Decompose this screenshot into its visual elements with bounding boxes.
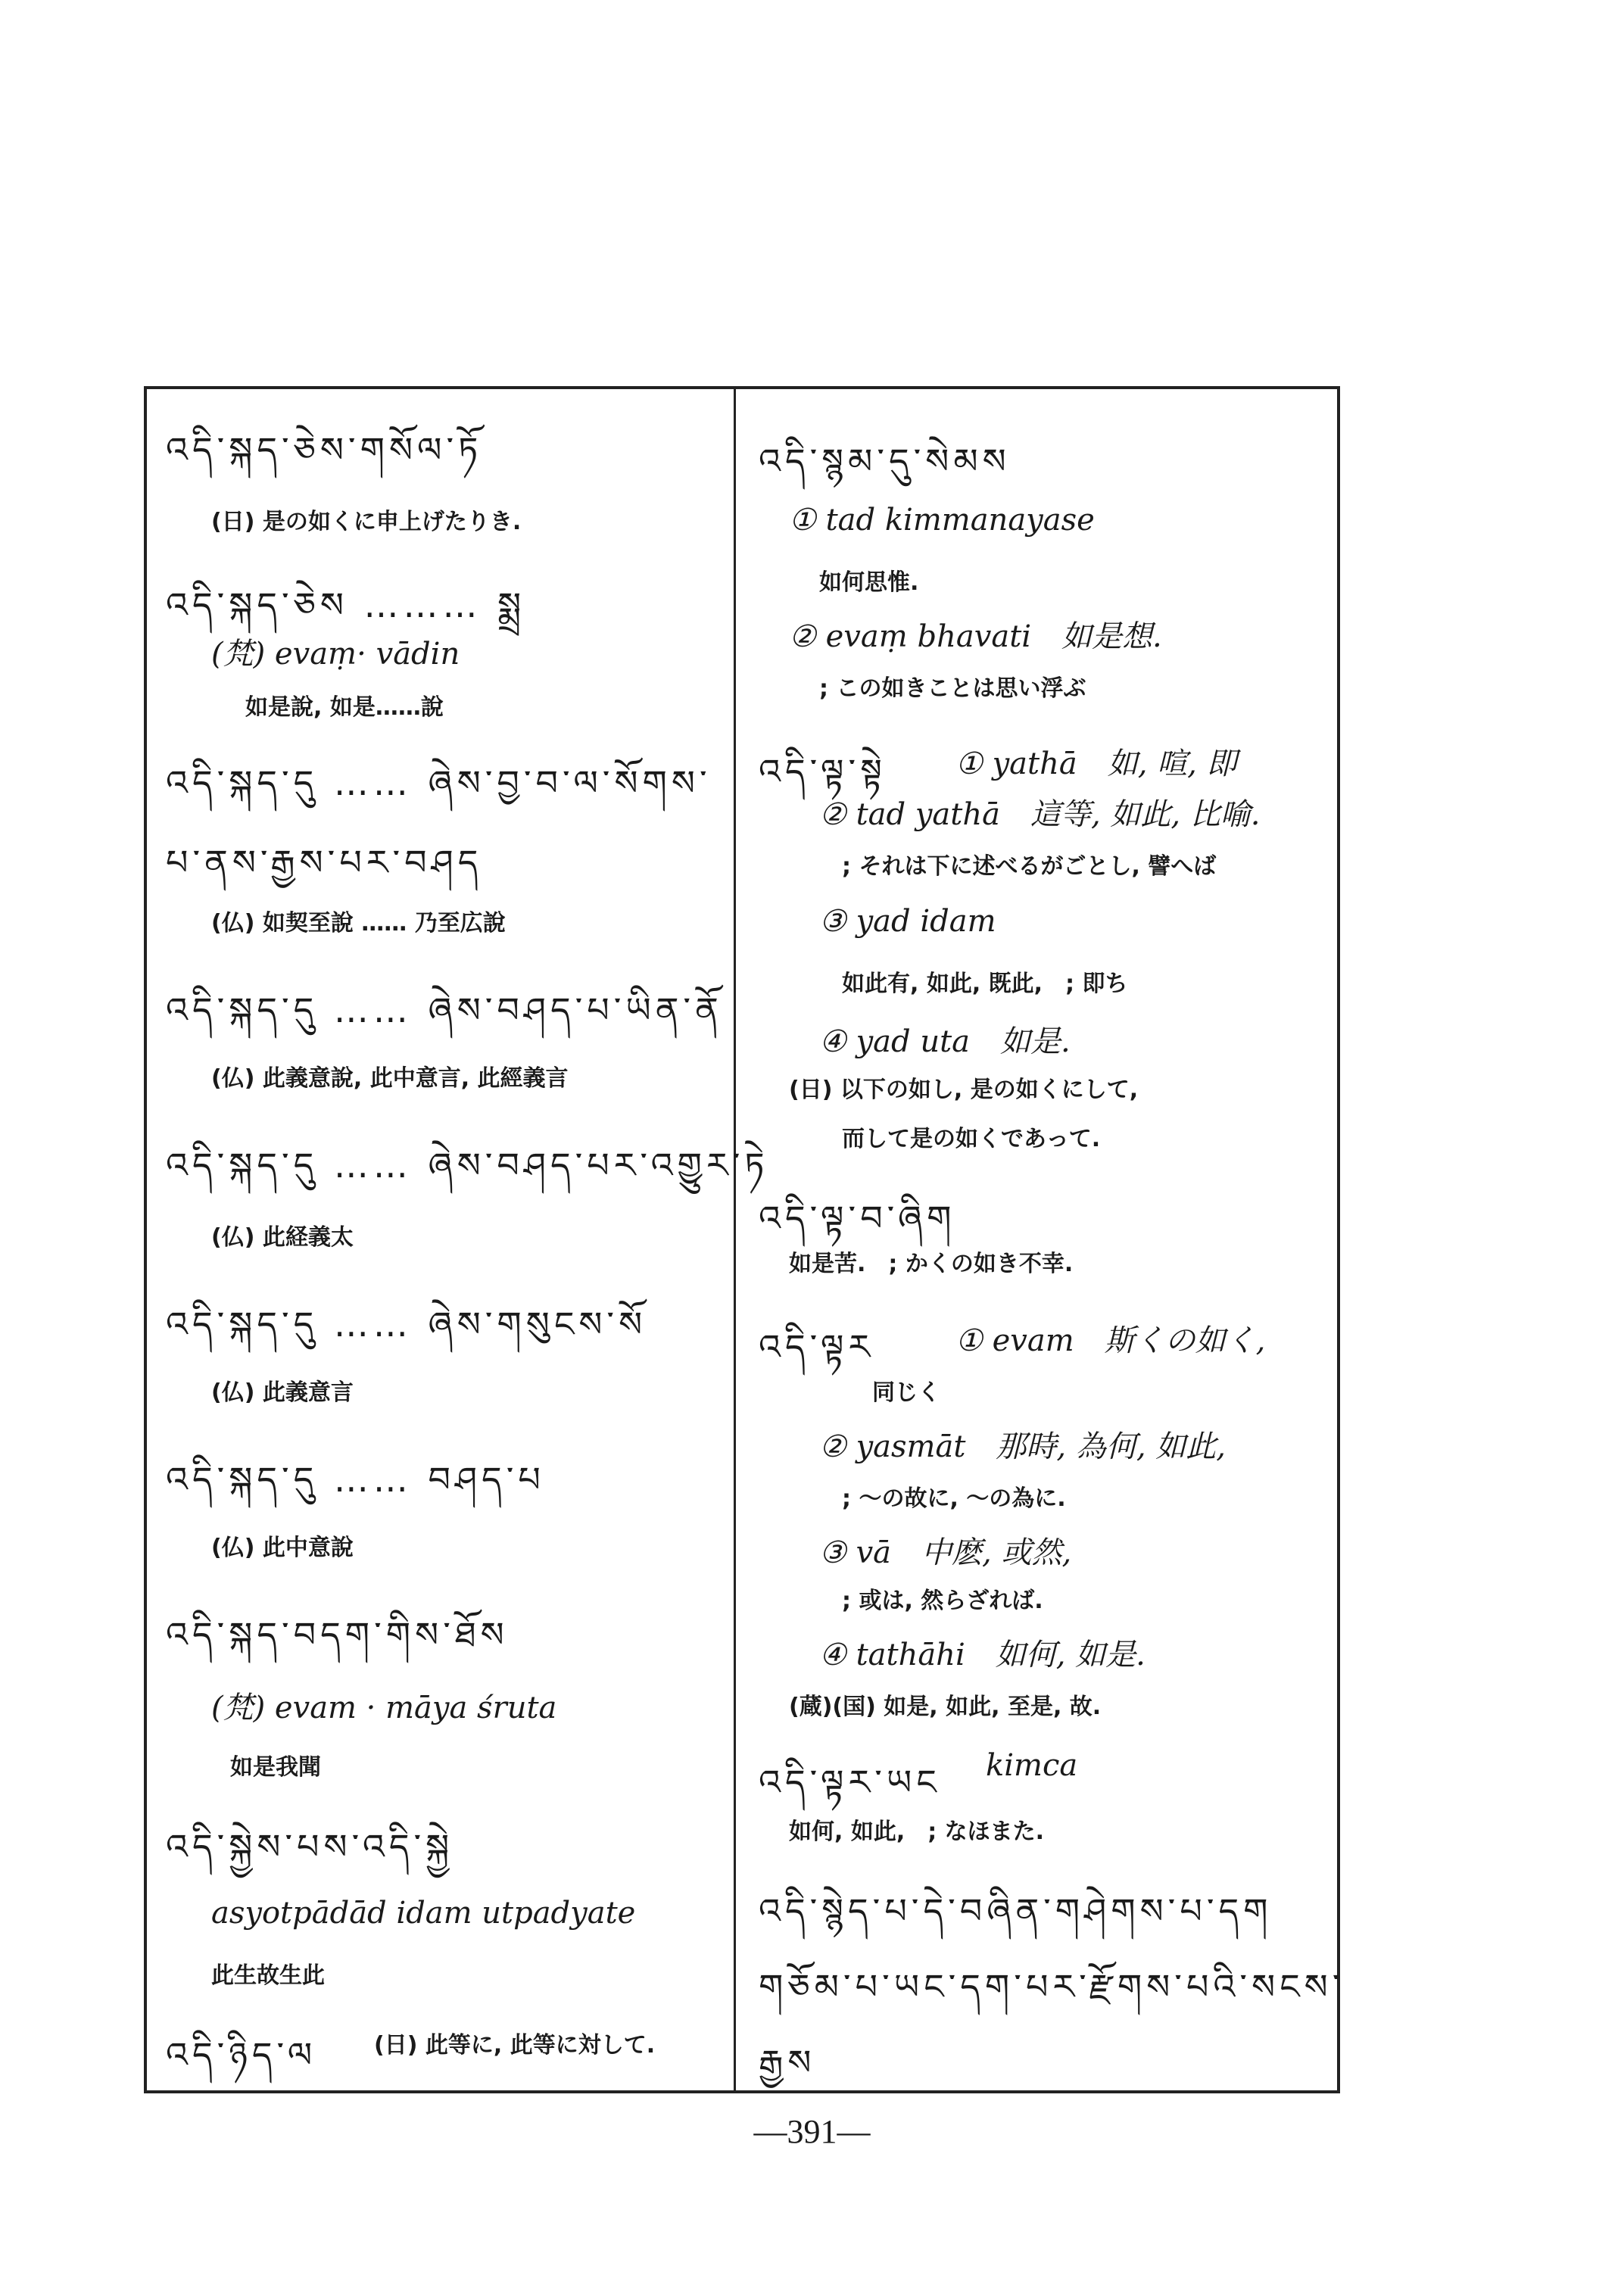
entry-headword: འདི་སྐད་ཅེས་གསོལ་ཏོ: [166, 429, 483, 470]
entry-headword: འདི་སྙམ་དུ་སེམས: [759, 441, 1011, 482]
entry-gloss: 如是說, 如是……說: [245, 694, 444, 721]
entry-gloss: 如此有, 如此, 既此, ; 即ち: [842, 971, 1128, 997]
entry-sanskrit: ① evam 斯くの如く,: [955, 1323, 1266, 1358]
entry-headword: འདི་ལྟ་སྟེ: [759, 751, 887, 792]
entry-sanskrit: ④ tathāhi 如何, 如是.: [819, 1638, 1146, 1672]
entry-sanskrit: ③ vā 中麽, 或然,: [819, 1535, 1072, 1570]
entry-headword: འདི་སྐད་དུ …… ཞེས་གསུངས་སོ: [166, 1304, 647, 1345]
entry-headword: འདི་ལྟར: [759, 1326, 875, 1367]
entry-headword: འདི་ཉིད་ལ: [166, 2034, 317, 2075]
entry-headword: འདི་ལྟ་བ་ཞིག: [759, 1198, 956, 1239]
entry-gloss: ; 〜の故に, 〜の為に.: [842, 1485, 1066, 1512]
entry-gloss: 同じく: [872, 1379, 940, 1406]
entry-gloss: (日) 此等に, 此等に対して.: [374, 2032, 656, 2059]
entry-sanskrit: asyotpādād idam utpadyate: [211, 1896, 636, 1931]
entry-gloss: (仏) 此義意言: [211, 1379, 354, 1406]
entry-gloss: 如是苦. ; かくの如き不幸.: [789, 1251, 1074, 1277]
entry-sanskrit: ② tad yathā 這等, 如此, 比喻.: [819, 797, 1261, 832]
entry-headword: འདི་སྐད་དུ …… ཞེས་བཤད་པ་ཡིན་ནོ: [166, 990, 723, 1030]
entry-gloss: ; 或は, 然らざれば.: [842, 1588, 1043, 1614]
entry-headword: འདི་སྙེད་པ་དེ་བཞིན་གཤེགས་པ་དག: [759, 1890, 1273, 1931]
entry-sanskrit: ① yathā 如, 喧, 即: [955, 746, 1237, 781]
entry-headword: འདི་སྐྱེས་པས་འདི་སྐྱེ: [166, 1826, 454, 1867]
entry-sanskrit: ② yasmāt 那時, 為何, 如此,: [819, 1429, 1226, 1464]
entry-sanskrit: (梵) evaṃ· vādin: [211, 637, 460, 672]
entry-headword-cont: གཅོམ་པ་ཡང་དག་པར་རྫོགས་པའི་སངས་: [759, 1966, 1345, 2007]
entry-gloss: (仏) 如契至說 …… 乃至広說: [211, 910, 506, 937]
entry-gloss: ; それは下に述べるがごとし, 譬へば: [842, 853, 1217, 880]
entry-sanskrit: ① tad kimmanayase: [789, 503, 1095, 538]
entry-headword: འདི་སྐད་བདག་གིས་ཐོས: [166, 1614, 509, 1655]
page-number: —391—: [753, 2113, 871, 2150]
entry-gloss: (蔵)(国) 如是, 如此, 至是, 故.: [789, 1694, 1102, 1720]
entry-gloss: 而して是の如くであって.: [842, 1126, 1101, 1152]
entry-headword-cont: པ་ནས་རྒྱས་པར་བཤད: [166, 842, 483, 883]
entry-sanskrit: kimca: [986, 1748, 1078, 1783]
entry-gloss: (仏) 此義意說, 此中意言, 此經義言: [211, 1065, 569, 1092]
entry-gloss: (日) 以下の如し, 是の如くにして,: [789, 1077, 1139, 1103]
entry-gloss: ; この如きことは思い浮ぶ: [819, 675, 1086, 702]
left-column: [147, 389, 769, 2090]
entry-gloss: (日) 是の如くに申上げたりき.: [211, 509, 522, 535]
entry-headword: འདི་སྐད་དུ …… བཤད་པ: [166, 1459, 545, 1500]
entry-sanskrit: ③ yad idam: [819, 904, 996, 939]
page-frame: [144, 386, 1345, 2093]
entry-gloss: (仏) 此経義太: [211, 1224, 354, 1251]
entry-gloss: 如何, 如此, ; なほまた.: [789, 1819, 1045, 1845]
entry-gloss: 如何思惟.: [819, 569, 919, 596]
entry-headword: འདི་སྐད་དུ …… ཞེས་བཤད་པར་འགྱུར་ཏེ: [166, 1145, 769, 1186]
entry-headword: འདི་སྐད་ཅེས ……… སྨྲ: [166, 584, 526, 625]
entry-sanskrit: ④ yad uta 如是.: [819, 1024, 1071, 1059]
entry-headword: འདི་ལྟར་ཡང: [759, 1762, 941, 1803]
right-column: [736, 389, 1345, 2090]
entry-sanskrit: (梵) evam · māya śruta: [211, 1691, 557, 1725]
entry-sanskrit: ② evaṃ bhavati 如是想.: [789, 619, 1162, 654]
entry-gloss: (仏) 此中意說: [211, 1535, 354, 1561]
entry-gloss: 此生故生此: [211, 1962, 325, 1989]
entry-gloss: 如是我聞: [230, 1754, 321, 1781]
entry-headword-cont: རྒྱས: [759, 2042, 816, 2083]
entry-headword: འདི་སྐད་དུ …… ཞེས་བྱ་བ་ལ་སོགས་: [166, 762, 712, 803]
